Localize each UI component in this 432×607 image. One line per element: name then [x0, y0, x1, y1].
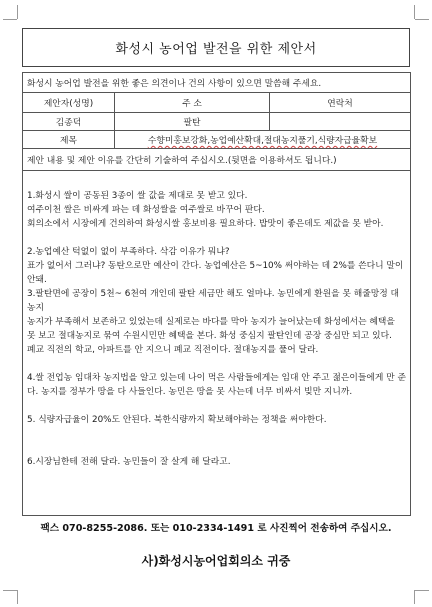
- content-paragraph: 농지가 부족해서 보존하고 있었는데 실제로는 바다를 막아 농지가 늘어났는데 화성에서는 혜택을 못 보고 절대농지로 묶여 수원시민만 혜택을 본다. 화성 중심지 팔탄인데 공장 중심만 되고 있다.: [27, 317, 395, 341]
- content-prompt-row: [23, 149, 411, 171]
- subject-text: 수향미홍보강화,농업예산확대,절대농지풀기,식량자급율확보: [147, 136, 378, 146]
- header-row: [23, 93, 411, 113]
- content-paragraph: 4.쌀 전업농 임대차 농지법을 알고 있는데 나이 먹은 사람들에게는 임대 안 주고 젊은이들에게 만 준다. 농지를 정부가 땅을 다 사들인다. 농민은 땅을 못 사는데 너무 비싸서 빚만 지니까.: [27, 373, 406, 397]
- header-proposer: 제안자(성명): [23, 93, 115, 113]
- crop-mark-bottom-left-horizontal: [3, 590, 17, 591]
- proposer-contact: [270, 113, 411, 131]
- intro-text: 화성시 농어업 발전을 위한 좋은 의견이나 건의 사항이 있으면 말씀해 주세요.: [23, 73, 411, 93]
- header-address: 주 소: [115, 93, 270, 113]
- content-paragraph: 5. 식량자급율이 20%도 안된다. 북한식량까지 확보해야하는 정책을 써야한다.: [27, 415, 327, 425]
- form-title: 화성시 농어업 발전을 위한 제안서: [115, 42, 317, 57]
- crop-mark-bottom-right-horizontal: [415, 590, 429, 591]
- content-paragraph: 3.팔탄면에 공장이 5천~ 6천여 개인데 팔탄 세금만 해도 얼마냐. 농민에게 환원을 못 해줄망정 대농지: [27, 289, 400, 313]
- content-paragraph: 폐교 직전의 학교, 아파트를 안 지으니 폐교 직전이다. 절대농지를 풀어 달라.: [27, 345, 319, 355]
- crop-mark-top-left-vertical: [17, 5, 18, 19]
- crop-mark-bottom-left-vertical: [17, 590, 18, 604]
- crop-mark-top-left-horizontal: [3, 19, 17, 20]
- values-row: [23, 113, 411, 131]
- content-paragraph: 표가 없어서 그러냐? 동탄으로만 예산이 간다. 농업예산은 5~10% 써야하는 데 2%를 쓴다니 말이 안돼.: [27, 261, 404, 285]
- crop-mark-top-right-vertical: [414, 5, 415, 19]
- fax-note: 팩스 070-8255-2086. 또는 010-2334-1491 로 사진찍어 전송하여 주십시오.: [40, 523, 392, 534]
- crop-mark-top-right-horizontal: [415, 19, 429, 20]
- content-body: [23, 171, 411, 516]
- form-title-box: [22, 28, 410, 67]
- intro-row: [23, 73, 411, 93]
- subject-row: [23, 131, 411, 149]
- subject-cell: [115, 131, 411, 149]
- subject-label: 제목: [23, 131, 115, 149]
- header-contact: 연락처: [270, 93, 411, 113]
- content-prompt: 제안 내용 및 제안 이유를 간단히 기술하여 주십시오.(뒷면을 이용하셔도 됩니다.): [23, 149, 411, 171]
- content-paragraph: 2.농업예산 턱없이 없이 부족하다. 삭감 이유가 뭐냐?: [27, 247, 230, 257]
- content-paragraph: 회의소에서 시장에게 건의하여 화성시쌀 홍보비용 필요하다. 밥맛이 좋은데도 제값을 못 받아.: [27, 219, 384, 229]
- proposer-address: 팔탄: [115, 113, 270, 131]
- content-paragraph: 여주이천 쌀은 비싸게 파는 데 화성쌀을 여주쌀로 바꾸어 판다.: [27, 205, 265, 215]
- content-paragraph: 1.화성시 쌀이 공동된 3종이 쌀 값을 제대로 못 받고 있다.: [27, 191, 248, 201]
- recipient: 사)화성시농어업회의소 귀중: [141, 554, 291, 568]
- crop-mark-bottom-right-vertical: [414, 590, 415, 604]
- content-row: [23, 171, 411, 516]
- proposal-form-table: [22, 72, 411, 516]
- proposer-name: 김종덕: [23, 113, 115, 131]
- content-paragraph: 6.시장님한테 전해 달라. 농민들이 잘 살게 해 달라고.: [27, 457, 231, 467]
